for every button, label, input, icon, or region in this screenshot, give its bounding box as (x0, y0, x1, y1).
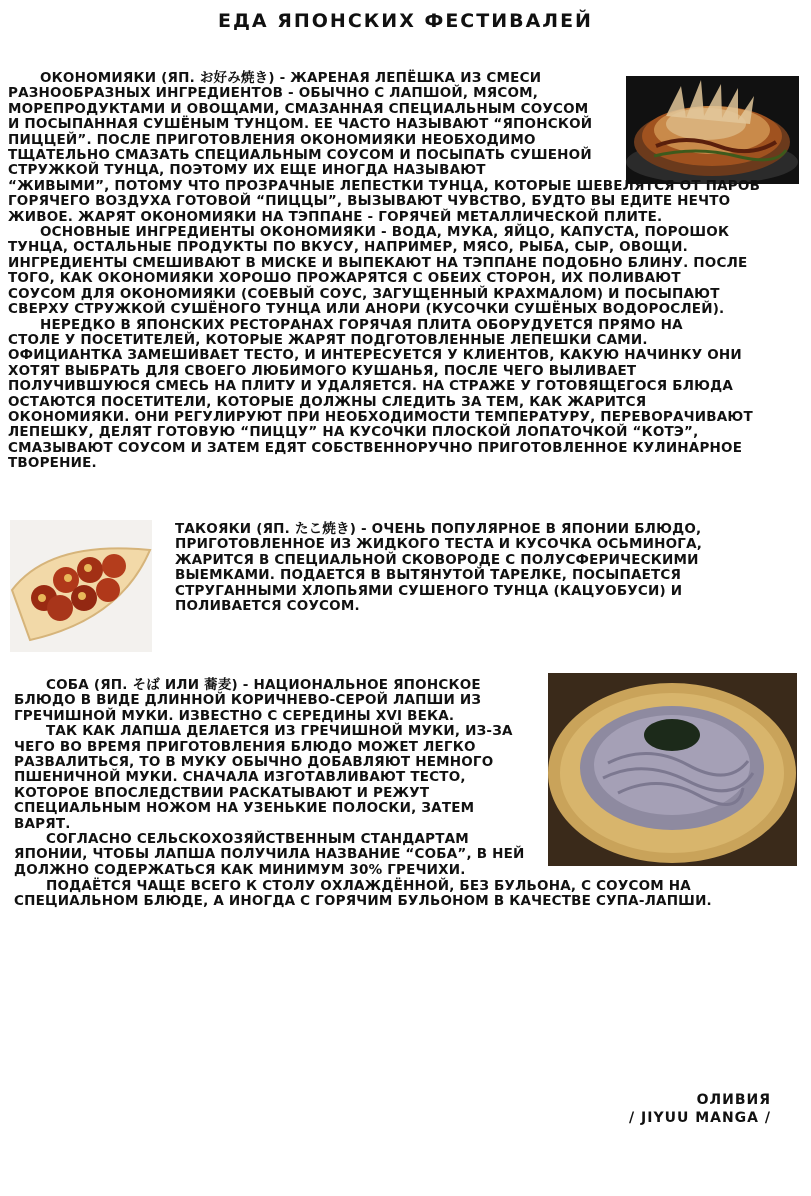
okonomiyaki-line: ТЩАТЕЛЬНО СМАЗАТЬ СПЕЦИАЛЬНЫМ СОУСОМ И ПОСЫПАТЬ СУШЕНОЙ (8, 147, 592, 164)
okonomiyaki-line: ОКОНОМИЯКИ (ЯП. お好み焼き) - ЖАРЕНАЯ ЛЕПЁШКА ИЗ СМЕСИ (40, 70, 542, 86)
signature-author: ОЛИВИЯ (696, 1092, 771, 1108)
soba-line: ГРЕЧИШНОЙ МУКИ. ИЗВЕСТНО С СЕРЕДИНЫ XVI ВЕКА. (14, 707, 455, 724)
okonomiyaki-line: ПОЛУЧИВШУЮСЯ СМЕСЬ НА ПЛИТУ И УДАЛЯЕТСЯ. НА СТРАЖЕ У ГОТОВЯЩЕГОСЯ БЛЮДА (8, 378, 734, 395)
okonomiyaki-line: МОРЕПРОДУКТАМИ И ОВОЩАМИ, СМАЗАННАЯ СПЕЦИАЛЬНЫМ СОУСОМ (8, 100, 589, 117)
soba-line: РАЗВАЛИТЬСЯ, ТО В МУКУ ОБЫЧНО ДОБАВЛЯЮТ НЕМНОГО (14, 754, 494, 771)
soba-line: КОТОРОЕ ВПОСЛЕДСТВИИ РАСКАТЫВАЮТ И РЕЖУТ (14, 784, 430, 801)
signature-source: / JIYUU MANGA / (629, 1110, 771, 1126)
takoyaki-line: ПОЛИВАЕТСЯ СОУСОМ. (175, 598, 360, 615)
okonomiyaki-line: СОУСОМ ДЛЯ ОКОНОМИЯКИ (СОЕВЫЙ СОУС, ЗАГУЩЕННЫЙ КРАХМАЛОМ) И ПОСЫПАЮТ (8, 285, 720, 302)
okonomiyaki-line: ОСТАЮТСЯ ПОСЕТИТЕЛИ, КОТОРЫЕ ДОЛЖНЫ СЛЕДИТЬ ЗА ТЕМ, КАК ЖАРИТСЯ (8, 393, 647, 410)
okonomiyaki-line: ГОРЯЧЕГО ВОЗДУХА ГОТОВОЙ “ПИЦЦЫ”, ВЫЗЫВАЮТ ЧУВСТВО, БУДТО ВЫ ЕДИТЕ НЕЧТО (8, 193, 731, 210)
okonomiyaki-line: СМАЗЫВАЮТ СОУСОМ И ЗАТЕМ ЕДЯТ СОБСТВЕННОРУЧНО ПРИГОТОВЛЕННОЕ КУЛИНАРНОЕ (8, 439, 743, 456)
page-title: ЕДА ЯПОНСКИХ ФЕСТИВАЛЕЙ (218, 10, 593, 32)
takoyaki-line: ЖАРИТСЯ В СПЕЦИАЛЬНОЙ СКОВОРОДЕ С ПОЛУСФЕРИЧЕСКИМИ (175, 551, 699, 568)
takoyaki-line: ТАКОЯКИ (ЯП. たこ焼き) - ОЧЕНЬ ПОПУЛЯРНОЕ В ЯПОНИИ БЛЮДО, (175, 521, 702, 537)
okonomiyaki-line: ТОГО, КАК ОКОНОМИЯКИ ХОРОШО ПРОЖАРЯТСЯ С ОБЕИХ СТОРОН, ИХ ПОЛИВАЮТ (8, 270, 681, 287)
soba-line: ПШЕНИЧНОЙ МУКИ. СНАЧАЛА ИЗГОТАВЛИВАЮТ ТЕСТО, (14, 769, 466, 786)
okonomiyaki-line: ИНГРЕДИЕНТЫ СМЕШИВАЮТ В МИСКЕ И ВЫПЕКАЮТ НА ТЭППАНЕ ПОДОБНО БЛИНУ. ПОСЛЕ (8, 254, 748, 271)
soba-line: СОГЛАСНО СЕЛЬСКОХОЗЯЙСТВЕННЫМ СТАНДАРТАМ (46, 831, 469, 848)
okonomiyaki-line: “ЖИВЫМИ”, ПОТОМУ ЧТО ПРОЗРАЧНЫЕ ЛЕПЕСТКИ ТУНЦА, КОТОРЫЕ ШЕВЕЛЯТСЯ ОТ ПАРОВ (8, 177, 761, 194)
takoyaki-line: ПРИГОТОВЛЕННОЕ ИЗ ЖИДКОГО ТЕСТА И КУСОЧКА ОСЬМИНОГА, (175, 536, 703, 553)
okonomiyaki-line: ПИЦЦЕЙ”. ПОСЛЕ ПРИГОТОВЛЕНИЯ ОКОНОМИЯКИ НЕОБХОДИМО (8, 131, 536, 148)
soba-line: СПЕЦИАЛЬНОМ БЛЮДЕ, А ИНОГДА С ГОРЯЧИМ БУЛЬОНОМ В КАЧЕСТВЕ СУПА-ЛАПШИ. (14, 893, 712, 910)
soba-line: ЯПОНИИ, ЧТОБЫ ЛАПША ПОЛУЧИЛА НАЗВАНИЕ “СОБА”, В НЕЙ (14, 846, 525, 863)
okonomiyaki-line: НЕРЕДКО В ЯПОНСКИХ РЕСТОРАНАХ ГОРЯЧАЯ ПЛИТА ОБОРУДУЕТСЯ ПРЯМО НА (40, 316, 683, 333)
okonomiyaki-line: И ПОСЫПАННАЯ СУШЁНЫМ ТУНЦОМ. ЕЕ ЧАСТО НАЗЫВАЮТ “ЯПОНСКОЙ (8, 116, 593, 133)
okonomiyaki-line: СВЕРХУ СТРУЖКОЙ СУШЁНОГО ТУНЦА ИЛИ АНОРИ (КУСОЧКИ СУШЁНЫХ ВОДОРОСЛЕЙ). (8, 301, 725, 318)
takoyaki-photo (10, 520, 152, 652)
takoyaki-line: СТРУГАННЫМИ ХЛОПЬЯМИ СУШЕНОГО ТУНЦА (КАЦУОБУСИ) И (175, 582, 683, 599)
okonomiyaki-line: ЖИВОЕ. ЖАРЯТ ОКОНОМИЯКИ НА ТЭППАНЕ - ГОРЯЧЕЙ МЕТАЛЛИЧЕСКОЙ ПЛИТЕ. (8, 208, 663, 225)
soba-line: ЧЕГО ВО ВРЕМЯ ПРИГОТОВЛЕНИЯ БЛЮДО МОЖЕТ ЛЕГКО (14, 738, 476, 755)
okonomiyaki-line: СТРУЖКОЙ ТУНЦА, ПОЭТОМУ ИХ ЕЩЕ ИНОГДА НАЗЫВАЮТ (8, 162, 486, 179)
okonomiyaki-line: ОКОНОМИЯКИ. ОНИ РЕГУЛИРУЮТ ПРИ НЕОБХОДИМОСТИ ТЕМПЕРАТУРУ, ПЕРЕВОРАЧИВАЮТ (8, 408, 753, 425)
soba-line: СПЕЦИАЛЬНЫМ НОЖОМ НА УЗЕНЬКИЕ ПОЛОСКИ, ЗАТЕМ (14, 800, 475, 817)
okonomiyaki-line: ОСНОВНЫЕ ИНГРЕДИЕНТЫ ОКОНОМИЯКИ - ВОДА, МУКА, ЯЙЦО, КАПУСТА, ПОРОШОК (40, 224, 730, 241)
okonomiyaki-line: РАЗНООБРАЗНЫХ ИНГРЕДИЕНТОВ - ОБЫЧНО С ЛАПШОЙ, МЯСОМ, (8, 85, 539, 102)
okonomiyaki-line: СТОЛЕ У ПОСЕТИТЕЛЕЙ, КОТОРЫЕ ЖАРЯТ ПОДГОТОВЛЕННЫЕ ЛЕПЕШКИ САМИ. (8, 331, 648, 348)
okonomiyaki-line: ТВОРЕНИЕ. (8, 455, 97, 472)
soba-line: ВАРЯТ. (14, 815, 71, 832)
soba-photo (548, 673, 797, 866)
takoyaki-line: ВЫЕМКАМИ. ПОДАЕТСЯ В ВЫТЯНУТОЙ ТАРЕЛКЕ, ПОСЫПАЕТСЯ (175, 567, 682, 584)
soba-line: СОБА (ЯП. そば ИЛИ 蕎麦) - НАЦИОНАЛЬНОЕ ЯПОНСКОЕ (46, 677, 481, 693)
okonomiyaki-line: ЛЕПЕШКУ, ДЕЛЯТ ГОТОВУЮ “ПИЦЦУ” НА КУСОЧКИ ПЛОСКОЙ ЛОПАТОЧКОЙ “КОТЭ”, (8, 424, 699, 441)
okonomiyaki-line: ХОТЯТ ВЫБРАТЬ ДЛЯ СВОЕГО ЛЮБИМОГО КУШАНЬЯ, ПОСЛЕ ЧЕГО ВЫЛИВАЕТ (8, 362, 637, 379)
okonomiyaki-line: ОФИЦИАНТКА ЗАМЕШИВАЕТ ТЕСТО, И ИНТЕРЕСУЕТСЯ У КЛИЕНТОВ, КАКУЮ НАЧИНКУ ОНИ (8, 347, 742, 364)
soba-line: ПОДАЁТСЯ ЧАЩЕ ВСЕГО К СТОЛУ ОХЛАЖДЁННОЙ, БЕЗ БУЛЬОНА, С СОУСОМ НА (46, 878, 691, 894)
soba-line: ТАК КАК ЛАПША ДЕЛАЕТСЯ ИЗ ГРЕЧИШНОЙ МУКИ, ИЗ-ЗА (46, 723, 513, 740)
okonomiyaki-line: ТУНЦА, ОСТАЛЬНЫЕ ПРОДУКТЫ ПО ВКУСУ, НАПРИМЕР, МЯСО, РЫБА, СЫР, ОВОЩИ. (8, 239, 688, 256)
soba-line: ДОЛЖНО СОДЕРЖАТЬСЯ КАК МИНИМУМ 30% ГРЕЧИХИ. (14, 861, 466, 878)
soba-line: БЛЮДО В ВИДЕ ДЛИННОЙ КОРИЧНЕВО-СЕРОЙ ЛАПШИ ИЗ (14, 692, 482, 709)
